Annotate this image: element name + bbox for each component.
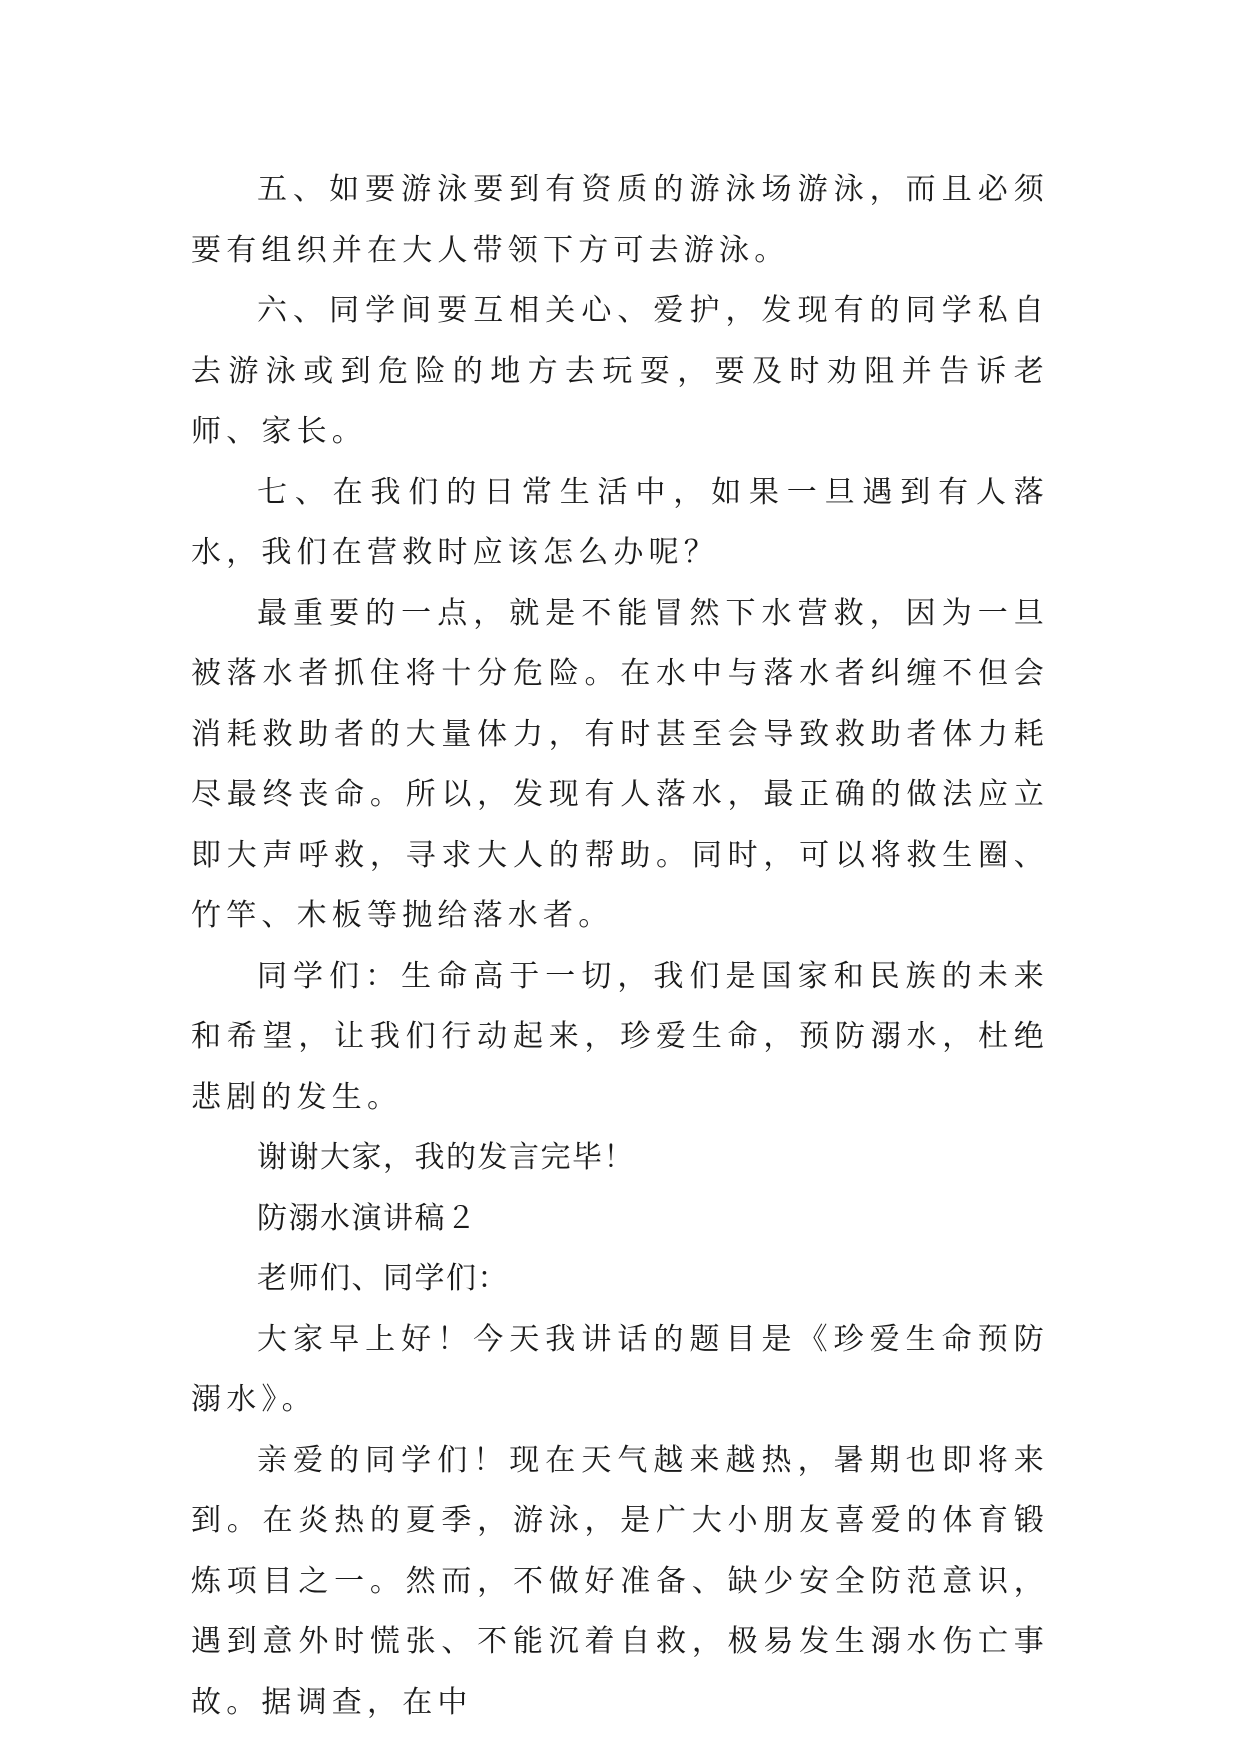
paragraph-rule-seven: 七、在我们的日常生活中，如果一旦遇到有人落水，我们在营救时应该怎么办呢？ bbox=[191, 474, 1049, 570]
salutation: 老师们、同学们： bbox=[257, 1261, 509, 1296]
paragraph-thanks: 谢谢大家，我的发言完毕！ bbox=[257, 1140, 635, 1175]
paragraph-rescue-advice: 最重要的一点，就是不能冒然下水营救，因为一旦被落水者抓住将十分危险。在水中与落水者纠缠不但会消耗救助者的大量体力，有时甚至会导致救助者体力耗尽最终丧命。所以，发现有人落水，最正确的做法应立即大声呼救，寻求大人的帮助。同时，可以将救生圈、竹竿、木板等抛给落水者。 bbox=[191, 595, 1049, 933]
paragraph-summer-warning: 亲爱的同学们！现在天气越来越热，暑期也即将来到。在炎热的夏季，游泳，是广大小朋友喜爱的体育锻炼项目之一。然而，不做好准备、缺少安全防范意识，遇到意外时慌张、不能沉着自救，极易发生溺水伤亡事故。据调查，在中 bbox=[191, 1442, 1049, 1720]
paragraph-greeting: 大家早上好！今天我讲话的题目是《珍爱生命预防溺水》。 bbox=[191, 1321, 1049, 1417]
document-body bbox=[191, 160, 1049, 1733]
speech-title: 防溺水演讲稿２ bbox=[257, 1200, 478, 1236]
paragraph-rule-six: 六、同学间要互相关心、爱护，发现有的同学私自去游泳或到危险的地方去玩耍，要及时劝阻并告诉老师、家长。 bbox=[191, 293, 1049, 449]
paragraph-rule-five: 五、如要游泳要到有资质的游泳场游泳，而且必须要有组织并在大人带领下方可去游泳。 bbox=[191, 172, 1049, 268]
paragraph-closing-appeal: 同学们：生命高于一切，我们是国家和民族的未来和希望，让我们行动起来，珍爱生命，预防溺水，杜绝悲剧的发生。 bbox=[191, 958, 1049, 1115]
